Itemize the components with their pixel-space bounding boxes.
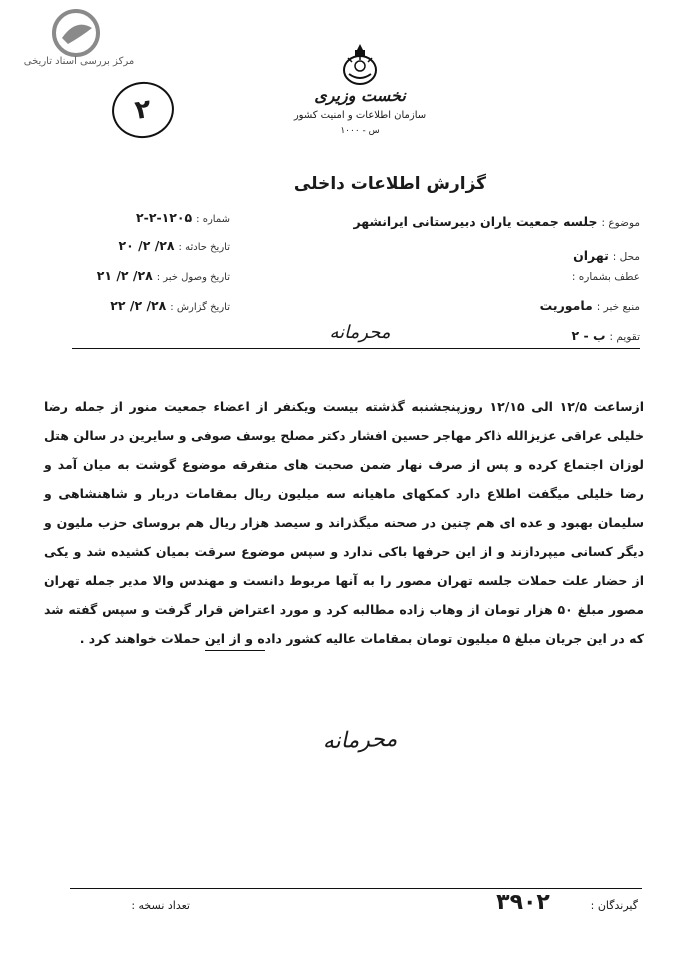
event-date-field [30,238,230,253]
place-field [260,248,640,263]
document-title: گزارش اطلاعات داخلی [293,174,487,194]
organization-code: س - ۱۰۰۰ [340,126,380,136]
body-end-line [205,650,265,651]
number-value: ۱۲۰۵-۲-۲ [135,210,193,225]
footer-divider [70,888,642,889]
event-date-label: تاریخ حادثه : [178,242,230,253]
report-date-field [30,298,230,313]
source-label: منبع خبر : [596,301,640,313]
report-date-value: ۲۸/ ۲/ ۲۲ [110,298,167,313]
source-field [260,298,640,313]
copies-label: تعداد نسخه : [131,899,190,912]
report-body: ازساعت ۱۲/۵ الی ۱۲/۱۵ روزپنجشنبه گذشته بیست ویکنفر از اعضاء جمعیت منور از جمله رضا خلیلی عراقی عزیزالله ذاکر مهاجر حسین افشار دکتر مصلح یوسف صوفی و سایرین در سالن هتل لوزان اجتماع کرده و پس از صرف نهار ضمن صحبت های متفرقه موضوع گوشت به میان آمد و رضا خلیلی میگفت اطلاع دارد کمکهای ماهیانه سه میلیون ریال بمقامات دربار و شاهنشاهی و سلیمان بهبود و عده ای هم چنین در صحنه میگذراند و سیصد هزار ریال هم بروسای حزب ملیون و دیگر کسانی میپردازند و از این حرفها باکی ندارد و سپس موضوع سرقت بمیان کشیده شد و یکی از حضار علت حملات جلسه تهران مصور را به آنها مربوط دانست و مهندس والا مدیر جمله تهران مصور مبلغ ۵۰ هزار تومان از وهاب زاده مطالبه کرد و مورد اعتراض قرار گرفت و سپس گفته شد که در این جریان مبلغ ۵ میلیون تومان بمقامات عالیه کشور داده و از این حملات خواهند کرد . [44,399,644,646]
evaluation-value: ب - ۲ [571,328,606,343]
number-field [30,210,230,225]
section-label: عطف بشماره : [571,271,640,283]
place-value: تهران [573,248,609,263]
archive-logo-icon [48,8,104,58]
receiver-number: ۳۹۰۲ [496,890,550,915]
receipt-date-label: تاریخ وصول خبر : [156,272,230,283]
event-date-value: ۲۸/ ۲/ ۲۰ [118,238,175,253]
organization-name: نخست وزیری [314,86,406,105]
receipt-date-value: ۲۸/ ۲/ ۲۱ [96,268,153,283]
section-field [260,268,640,283]
watermark-text: مرکز بررسی اسناد تاریخی [23,56,135,67]
confidential-stamp: محرمانه [329,322,391,343]
receipt-date-field [30,268,230,283]
source-value: ماموریت [539,298,593,313]
subject-value: جلسه جمعیت یاران دبیرستانی ایرانشهر [353,214,598,229]
page-number: ۲ [133,94,153,126]
receivers-label: گیرندگان : [590,899,638,912]
signature-stamp: محرمانه [322,726,398,755]
place-label: محل : [612,251,640,263]
number-label: شماره : [196,214,230,225]
header-divider [72,348,640,349]
report-date-label: تاریخ گزارش : [170,302,230,313]
page-number-circle [108,78,177,142]
subject-label: موضوع : [601,217,640,229]
lion-and-sun-emblem-icon [335,40,385,90]
subject-field [260,214,640,229]
organization-subtitle: سازمان اطلاعات و امنیت کشور [293,110,427,121]
evaluation-label: تقویم : [609,331,640,343]
